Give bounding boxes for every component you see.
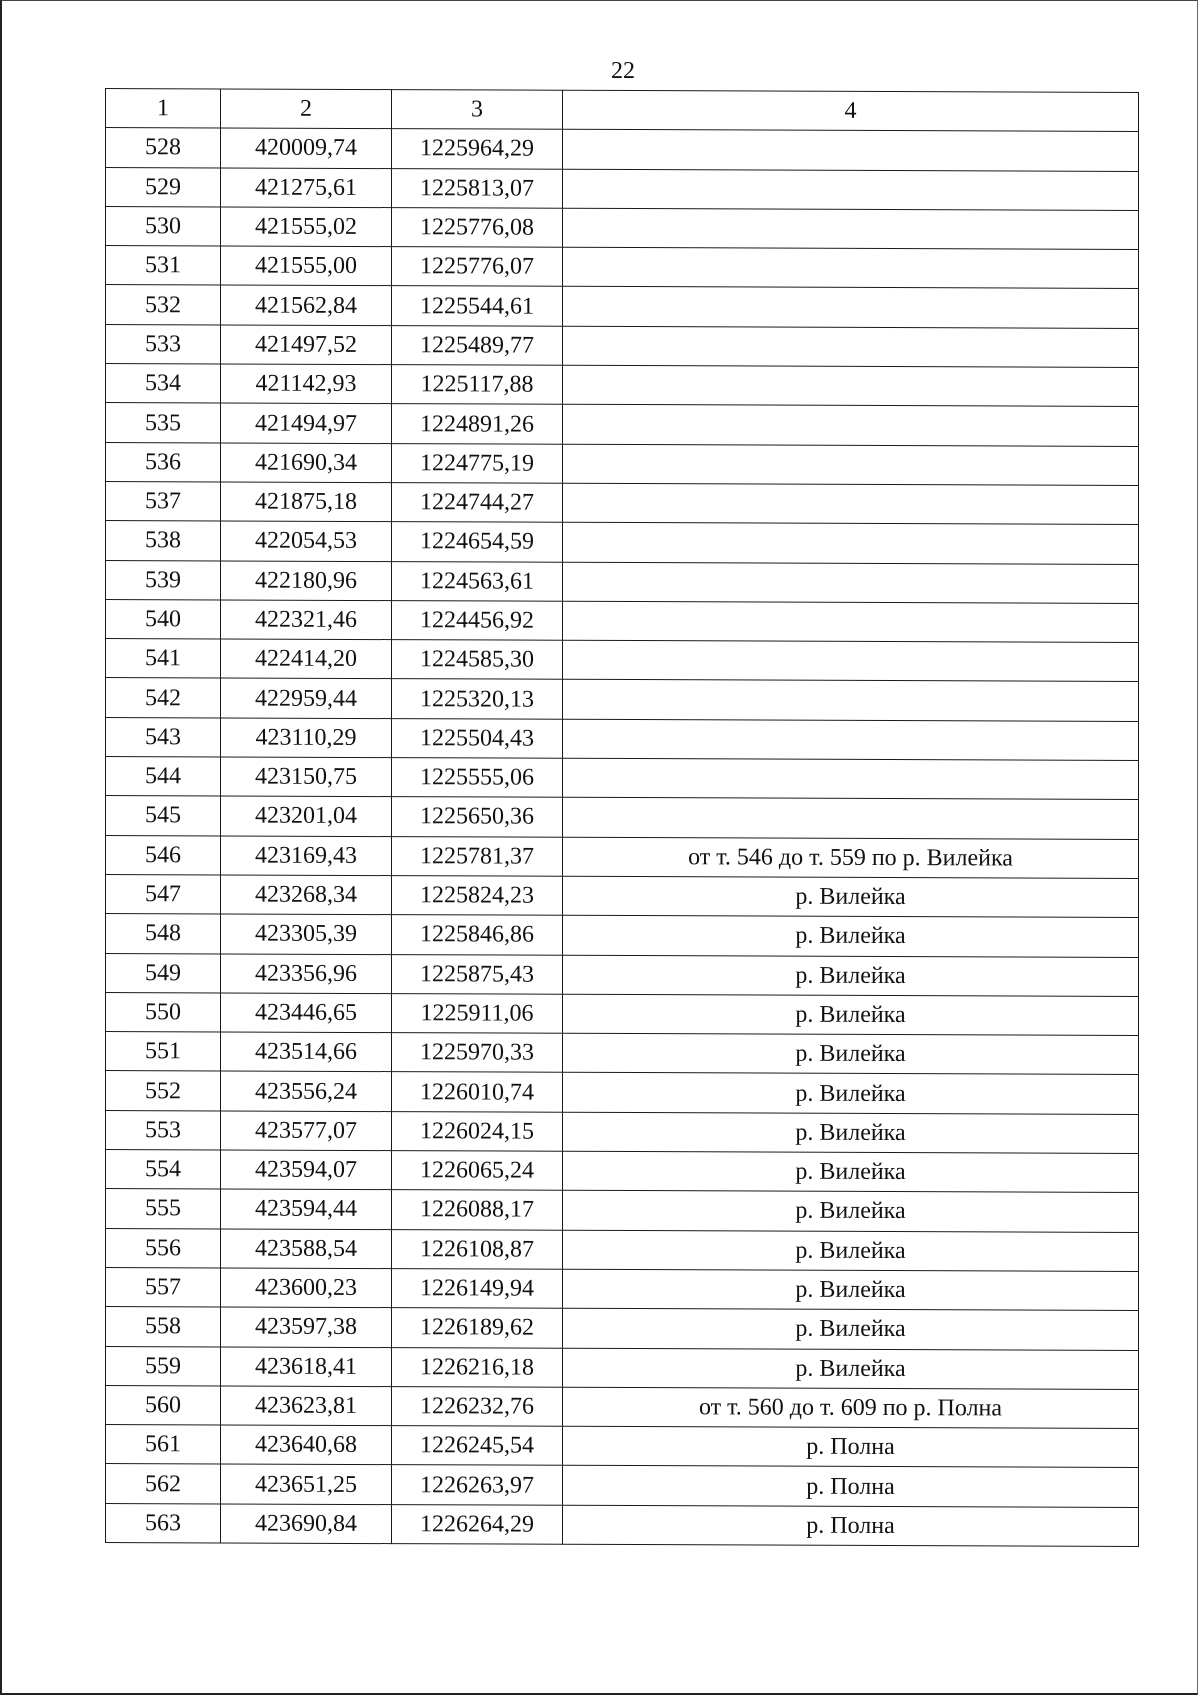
cell-description: р. Вилейка bbox=[563, 1033, 1139, 1075]
cell-description: р. Вилейка bbox=[563, 1348, 1139, 1390]
table-row bbox=[106, 481, 1139, 524]
cell-y-coordinate: 1226108,87 bbox=[392, 1229, 563, 1269]
table-row bbox=[106, 128, 1139, 171]
cell-point-number: 538 bbox=[106, 521, 221, 561]
header-cell-y: 3 bbox=[392, 90, 563, 130]
cell-point-number: 544 bbox=[106, 757, 221, 797]
cell-point-number: 563 bbox=[106, 1503, 221, 1543]
cell-y-coordinate: 1226232,76 bbox=[392, 1386, 563, 1426]
cell-description bbox=[563, 601, 1139, 643]
cell-description bbox=[563, 523, 1139, 565]
table-row bbox=[106, 285, 1139, 328]
cell-x-coordinate: 423577,07 bbox=[221, 1111, 392, 1151]
cell-x-coordinate: 423588,54 bbox=[221, 1229, 392, 1269]
cell-point-number: 549 bbox=[106, 953, 221, 993]
cell-description bbox=[563, 562, 1139, 604]
cell-y-coordinate: 1225320,13 bbox=[392, 679, 563, 719]
cell-y-coordinate: 1225776,08 bbox=[392, 207, 563, 247]
coordinates-table bbox=[105, 88, 1139, 1547]
table-row bbox=[106, 167, 1139, 210]
cell-x-coordinate: 423150,75 bbox=[221, 757, 392, 797]
table-row bbox=[106, 796, 1139, 839]
cell-point-number: 533 bbox=[106, 324, 221, 364]
cell-y-coordinate: 1225824,23 bbox=[392, 876, 563, 916]
cell-x-coordinate: 421142,93 bbox=[221, 364, 392, 404]
cell-x-coordinate: 423597,38 bbox=[221, 1307, 392, 1347]
cell-y-coordinate: 1224456,92 bbox=[392, 600, 563, 640]
cell-description: р. Полна bbox=[563, 1505, 1139, 1547]
cell-y-coordinate: 1226216,18 bbox=[392, 1347, 563, 1387]
cell-y-coordinate: 1225544,61 bbox=[392, 286, 563, 326]
cell-y-coordinate: 1226010,74 bbox=[392, 1072, 563, 1112]
cell-x-coordinate: 421690,34 bbox=[221, 443, 392, 483]
cell-y-coordinate: 1224744,27 bbox=[392, 483, 563, 523]
cell-point-number: 547 bbox=[106, 874, 221, 914]
cell-point-number: 540 bbox=[106, 599, 221, 639]
cell-x-coordinate: 423618,41 bbox=[221, 1346, 392, 1386]
cell-point-number: 548 bbox=[106, 914, 221, 954]
cell-y-coordinate: 1225813,07 bbox=[392, 168, 563, 208]
table-row bbox=[106, 246, 1139, 289]
cell-x-coordinate: 422321,46 bbox=[221, 600, 392, 640]
cell-description: р. Вилейка bbox=[563, 1112, 1139, 1154]
cell-description: р. Вилейка bbox=[563, 1308, 1139, 1350]
cell-y-coordinate: 1225555,06 bbox=[392, 758, 563, 798]
table-header-row bbox=[106, 89, 1139, 132]
table-row bbox=[106, 442, 1139, 485]
cell-x-coordinate: 423514,66 bbox=[221, 1032, 392, 1072]
cell-y-coordinate: 1225781,37 bbox=[392, 836, 563, 876]
cell-description: р. Полна bbox=[563, 1466, 1139, 1508]
cell-x-coordinate: 423594,44 bbox=[221, 1189, 392, 1229]
cell-description bbox=[563, 169, 1139, 211]
cell-y-coordinate: 1225875,43 bbox=[392, 954, 563, 994]
cell-point-number: 534 bbox=[106, 364, 221, 404]
cell-description: р. Вилейка bbox=[563, 1269, 1139, 1311]
cell-point-number: 543 bbox=[106, 717, 221, 757]
table-row bbox=[106, 1071, 1139, 1114]
cell-description: р. Вилейка bbox=[563, 1191, 1139, 1233]
cell-y-coordinate: 1226088,17 bbox=[392, 1190, 563, 1230]
cell-x-coordinate: 423600,23 bbox=[221, 1268, 392, 1308]
cell-x-coordinate: 422054,53 bbox=[221, 521, 392, 561]
cell-y-coordinate: 1226024,15 bbox=[392, 1111, 563, 1151]
table-row bbox=[106, 1307, 1139, 1350]
cell-point-number: 557 bbox=[106, 1267, 221, 1307]
cell-description bbox=[563, 208, 1139, 250]
cell-y-coordinate: 1226065,24 bbox=[392, 1151, 563, 1191]
table-row bbox=[106, 757, 1139, 800]
cell-y-coordinate: 1225911,06 bbox=[392, 993, 563, 1033]
cell-point-number: 537 bbox=[106, 481, 221, 521]
cell-x-coordinate: 423305,39 bbox=[221, 914, 392, 954]
cell-x-coordinate: 423690,84 bbox=[221, 1504, 392, 1544]
cell-x-coordinate: 421562,84 bbox=[221, 285, 392, 325]
cell-point-number: 545 bbox=[106, 796, 221, 836]
cell-x-coordinate: 421497,52 bbox=[221, 325, 392, 365]
cell-point-number: 529 bbox=[106, 167, 221, 207]
table-body bbox=[106, 128, 1139, 1547]
cell-y-coordinate: 1225846,86 bbox=[392, 915, 563, 955]
table-row bbox=[106, 639, 1139, 682]
cell-y-coordinate: 1225504,43 bbox=[392, 718, 563, 758]
cell-description bbox=[563, 405, 1139, 447]
table-row bbox=[106, 403, 1139, 446]
cell-description bbox=[563, 758, 1139, 800]
cell-x-coordinate: 421875,18 bbox=[221, 482, 392, 522]
cell-description bbox=[563, 326, 1139, 368]
cell-x-coordinate: 423356,96 bbox=[221, 953, 392, 993]
cell-point-number: 532 bbox=[106, 285, 221, 325]
cell-point-number: 546 bbox=[106, 835, 221, 875]
cell-description bbox=[563, 798, 1139, 840]
cell-description bbox=[563, 130, 1139, 172]
table-row bbox=[106, 521, 1139, 564]
cell-x-coordinate: 423651,25 bbox=[221, 1464, 392, 1504]
cell-point-number: 562 bbox=[106, 1464, 221, 1504]
cell-description bbox=[563, 444, 1139, 486]
table-row bbox=[106, 599, 1139, 642]
table-row bbox=[106, 914, 1139, 957]
table-row bbox=[106, 560, 1139, 603]
cell-y-coordinate: 1224775,19 bbox=[392, 443, 563, 483]
cell-y-coordinate: 1226245,54 bbox=[392, 1426, 563, 1466]
cell-x-coordinate: 422180,96 bbox=[221, 561, 392, 601]
cell-point-number: 528 bbox=[106, 128, 221, 168]
page-number: 22 bbox=[611, 58, 635, 84]
cell-description bbox=[563, 247, 1139, 289]
table-row bbox=[106, 206, 1139, 249]
cell-y-coordinate: 1225650,36 bbox=[392, 797, 563, 837]
cell-description bbox=[563, 365, 1139, 407]
cell-x-coordinate: 420009,74 bbox=[221, 128, 392, 168]
cell-x-coordinate: 422959,44 bbox=[221, 678, 392, 718]
cell-y-coordinate: 1226263,97 bbox=[392, 1465, 563, 1505]
cell-x-coordinate: 423594,07 bbox=[221, 1150, 392, 1190]
table-row bbox=[106, 1228, 1139, 1271]
table-row bbox=[106, 364, 1139, 407]
cell-x-coordinate: 423640,68 bbox=[221, 1425, 392, 1465]
cell-x-coordinate: 423169,43 bbox=[221, 836, 392, 876]
cell-point-number: 536 bbox=[106, 442, 221, 482]
cell-x-coordinate: 422414,20 bbox=[221, 639, 392, 679]
cell-description: р. Вилейка bbox=[563, 1073, 1139, 1115]
cell-x-coordinate: 423623,81 bbox=[221, 1386, 392, 1426]
cell-y-coordinate: 1225964,29 bbox=[392, 129, 563, 169]
table-row bbox=[106, 1385, 1139, 1428]
cell-description bbox=[563, 640, 1139, 682]
table-row bbox=[106, 1503, 1139, 1546]
cell-x-coordinate: 421494,97 bbox=[221, 403, 392, 443]
cell-description: р. Вилейка bbox=[563, 1151, 1139, 1193]
cell-x-coordinate: 421275,61 bbox=[221, 168, 392, 208]
cell-point-number: 541 bbox=[106, 639, 221, 679]
table-row bbox=[106, 953, 1139, 996]
cell-description: р. Вилейка bbox=[563, 1230, 1139, 1272]
table-row bbox=[106, 717, 1139, 760]
cell-y-coordinate: 1225489,77 bbox=[392, 325, 563, 365]
cell-description: р. Полна bbox=[563, 1426, 1139, 1468]
table-row bbox=[106, 992, 1139, 1035]
cell-point-number: 550 bbox=[106, 992, 221, 1032]
cell-y-coordinate: 1224891,26 bbox=[392, 404, 563, 444]
table-row bbox=[106, 1150, 1139, 1193]
cell-point-number: 535 bbox=[106, 403, 221, 443]
cell-x-coordinate: 423556,24 bbox=[221, 1071, 392, 1111]
cell-description: от т. 560 до т. 609 по р. Полна bbox=[563, 1387, 1139, 1429]
cell-y-coordinate: 1224563,61 bbox=[392, 561, 563, 601]
cell-point-number: 558 bbox=[106, 1307, 221, 1347]
cell-point-number: 530 bbox=[106, 206, 221, 246]
cell-x-coordinate: 423201,04 bbox=[221, 796, 392, 836]
cell-x-coordinate: 421555,02 bbox=[221, 207, 392, 247]
cell-y-coordinate: 1226149,94 bbox=[392, 1269, 563, 1309]
table-row bbox=[106, 1464, 1139, 1507]
cell-x-coordinate: 423268,34 bbox=[221, 875, 392, 915]
cell-y-coordinate: 1225776,07 bbox=[392, 247, 563, 287]
cell-description: р. Вилейка bbox=[563, 876, 1139, 918]
cell-y-coordinate: 1225117,88 bbox=[392, 365, 563, 405]
cell-point-number: 531 bbox=[106, 246, 221, 286]
cell-description bbox=[563, 680, 1139, 722]
cell-point-number: 542 bbox=[106, 678, 221, 718]
cell-description: р. Вилейка bbox=[563, 955, 1139, 997]
cell-point-number: 552 bbox=[106, 1071, 221, 1111]
table-row bbox=[106, 678, 1139, 721]
header-cell-description: 4 bbox=[563, 90, 1139, 132]
cell-point-number: 556 bbox=[106, 1228, 221, 1268]
cell-point-number: 561 bbox=[106, 1425, 221, 1465]
cell-point-number: 560 bbox=[106, 1385, 221, 1425]
cell-x-coordinate: 423110,29 bbox=[221, 718, 392, 758]
table-row bbox=[106, 835, 1139, 878]
cell-x-coordinate: 421555,00 bbox=[221, 246, 392, 286]
cell-point-number: 551 bbox=[106, 1032, 221, 1072]
cell-y-coordinate: 1226264,29 bbox=[392, 1504, 563, 1544]
cell-description bbox=[563, 719, 1139, 761]
table-row bbox=[106, 1267, 1139, 1310]
cell-y-coordinate: 1224585,30 bbox=[392, 640, 563, 680]
cell-point-number: 554 bbox=[106, 1150, 221, 1190]
cell-y-coordinate: 1225970,33 bbox=[392, 1033, 563, 1073]
cell-description bbox=[563, 287, 1139, 329]
cell-x-coordinate: 423446,65 bbox=[221, 993, 392, 1033]
cell-point-number: 555 bbox=[106, 1189, 221, 1229]
cell-description bbox=[563, 483, 1139, 525]
table-row bbox=[106, 324, 1139, 367]
cell-description: р. Вилейка bbox=[563, 994, 1139, 1036]
cell-y-coordinate: 1224654,59 bbox=[392, 522, 563, 562]
cell-description: от т. 546 до т. 559 по р. Вилейка bbox=[563, 837, 1139, 879]
cell-point-number: 539 bbox=[106, 560, 221, 600]
cell-y-coordinate: 1226189,62 bbox=[392, 1308, 563, 1348]
table-row bbox=[106, 1346, 1139, 1389]
table-row bbox=[106, 1425, 1139, 1468]
table-row bbox=[106, 1110, 1139, 1153]
cell-description: р. Вилейка bbox=[563, 915, 1139, 957]
table-row bbox=[106, 874, 1139, 917]
table-row bbox=[106, 1189, 1139, 1232]
header-cell-point: 1 bbox=[106, 89, 221, 129]
table-row bbox=[106, 1032, 1139, 1075]
header-cell-x: 2 bbox=[221, 89, 392, 129]
cell-point-number: 559 bbox=[106, 1346, 221, 1386]
cell-point-number: 553 bbox=[106, 1110, 221, 1150]
